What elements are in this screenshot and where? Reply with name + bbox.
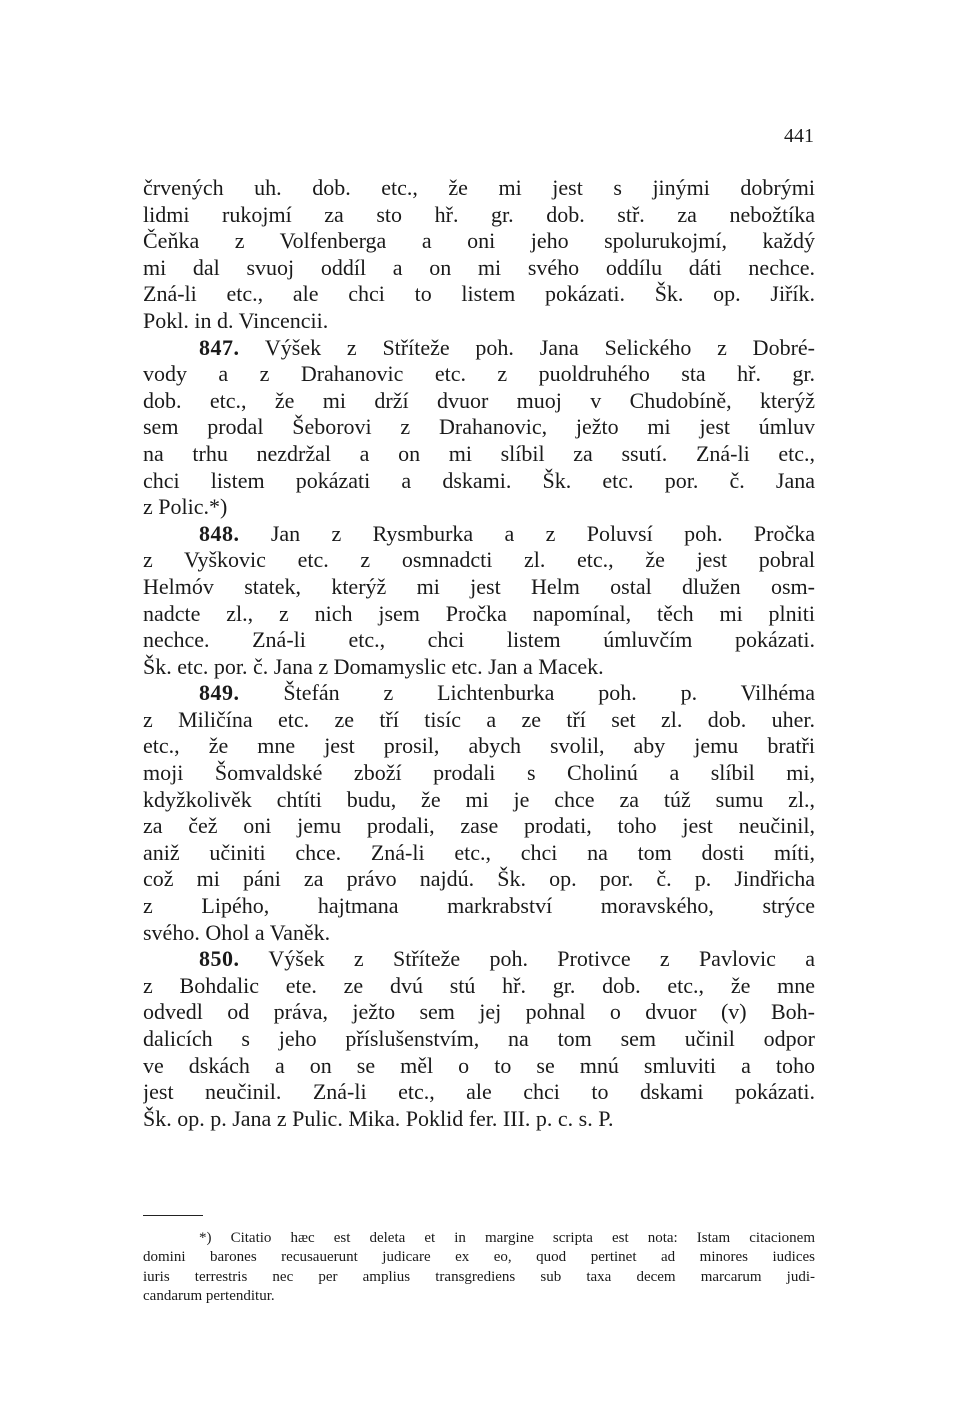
entry-number: 847.: [199, 334, 240, 360]
footnote-divider: [143, 1215, 203, 1216]
entry-first-line: [143, 521, 815, 548]
line-text: sem prodal Šeborovi z Drahanovic, ježto mi jest úmluv: [143, 414, 815, 440]
line-text: dob. etc., že mi drží dvuor muoj v Chudobíně, kterýž: [143, 387, 815, 413]
text-line: [143, 388, 815, 415]
text-line: [143, 920, 815, 947]
entry-first-line: [143, 680, 815, 707]
text-line: [143, 627, 815, 654]
footnote-line: *) Citatio hæc est deleta et in margine scripta est nota: Istam citacionem: [199, 1230, 815, 1246]
text-line: [143, 175, 815, 202]
line-text: Šk. etc. por. č. Jana z Domamyslic etc. Jan a Macek.: [143, 653, 604, 679]
line-text: mi dal svuoj oddíl a on mi svého oddílu dáti nechce.: [143, 254, 815, 280]
text-line: [143, 813, 815, 840]
page-number: 441: [784, 125, 814, 147]
text-line: [143, 441, 815, 468]
line-text: odvedl od práva, ježto sem jej pohnal o dvuor (v) Boh-: [143, 999, 815, 1025]
line-text: což mi páni za právo najdú. Šk. op. por. č. p. Jindřicha: [143, 866, 815, 892]
text-line: [143, 787, 815, 814]
line-text: za čež oni jemu prodali, zase prodati, toho jest neučinil,: [143, 813, 815, 839]
entry-first-line: [143, 946, 815, 973]
line-text: kdyžkolivěk chtíti budu, že mi je chce za túž sumu zl.,: [143, 786, 815, 812]
line-text: etc., že mne jest prosil, abych svolil, aby jemu bratři: [143, 733, 815, 759]
entry-number: 848.: [199, 520, 240, 546]
line-text: dalicích s jeho příslušenstvím, na tom sem učinil odpor: [143, 1026, 815, 1051]
entry-first-line: [143, 335, 815, 362]
line-text: Šk. op. p. Jana z Pulic. Mika. Poklid fer. III. p. c. s. P.: [143, 1105, 614, 1131]
text-line: [143, 654, 815, 681]
line-text: lidmi rukojmí za sto hř. gr. dob. stř. za nebožtíka: [143, 201, 815, 227]
line-text: z Polic.*): [143, 494, 228, 520]
text-line: [143, 281, 815, 308]
line-text: nadcte zl., z nich jsem Pročka napomínal, těch mi plniti: [143, 600, 815, 626]
text-line: [143, 468, 815, 495]
footnote: [143, 1229, 815, 1306]
line-text: z Lipého, hajtmana markrabství moravského, strýce: [143, 893, 815, 919]
line-text: Výšek z Stříteže poh. Protivce z Pavlovic a: [268, 946, 815, 972]
text-line: [143, 361, 815, 388]
text-line: [143, 1053, 815, 1080]
line-text: nechce. Zná-li etc., chci listem úmluvčím pokázati.: [143, 627, 815, 653]
line-text: Helmóv statek, kterýž mi jest Helm ostal dlužen osm-: [143, 573, 815, 599]
line-text: Výšek z Stříteže poh. Jana Selického z Dobré-: [264, 334, 815, 360]
text-line: [143, 547, 815, 574]
text-line: [143, 707, 815, 734]
line-text: na trhu nezdržal a on mi slíbil za ssutí. Zná-li etc.,: [143, 440, 815, 466]
line-text: vody a z Drahanovic etc. z puoldruhého sta hř. gr.: [143, 361, 815, 387]
line-text: Pokl. in d. Vincencii.: [143, 307, 329, 333]
line-text: Zná-li etc., ale chci to listem pokázati. Šk. op. Jiřík.: [143, 281, 815, 307]
text-line: [143, 1079, 815, 1106]
text-line: [143, 1026, 815, 1053]
text-line: [143, 494, 815, 521]
line-text: aniž učiniti chce. Zná-li etc., chci na tom dosti míti,: [143, 839, 815, 865]
text-line: [143, 999, 815, 1026]
line-text: ve dskách a on se měl o to se mnú smluviti a toho: [143, 1052, 815, 1078]
line-text: chci listem pokázati a dskami. Šk. etc. por. č. Jana: [143, 467, 815, 493]
entry-number: 849.: [199, 680, 240, 706]
text-line: [143, 760, 815, 787]
text-line: [143, 414, 815, 441]
text-line: [143, 308, 815, 335]
entry-number: 850.: [199, 946, 240, 972]
line-text: moji Šomvaldské zboží prodali s Cholinú a slíbil mi,: [143, 760, 815, 786]
line-text: z Miličína etc. ze tří tisíc a ze tří set zl. dob. uher.: [143, 706, 815, 732]
footnote-line: iuris terrestris nec per amplius transgrediens sub taxa decem marcarum judi-: [143, 1268, 815, 1285]
line-text: jest neučinil. Zná-li etc., ale chci to dskami pokázati.: [143, 1079, 815, 1105]
body-text: [143, 175, 815, 1132]
line-text: z Vyškovic etc. z osmnadcti zl. etc., že jest pobral: [143, 547, 815, 573]
text-line: [143, 866, 815, 893]
text-line: [143, 574, 815, 601]
text-line: [143, 893, 815, 920]
text-line: [143, 733, 815, 760]
text-line: [143, 973, 815, 1000]
footnote-line: domini barones recusauerunt judicare ex eo, quod pertinet ad minores iudices: [143, 1249, 815, 1266]
line-text: Štefán z Lichtenburka poh. p. Vilhéma: [283, 680, 815, 706]
text-line: [143, 228, 815, 255]
line-text: Čeňka z Volfenberga a oni jeho spolurukojmí, každý: [143, 228, 815, 254]
text-line: [143, 202, 815, 229]
line-text: črvených uh. dob. etc., že mi jest s jinými dobrými: [143, 175, 815, 200]
line-text: svého. Ohol a Vaněk.: [143, 919, 331, 945]
text-line: [143, 601, 815, 628]
text-line: [143, 255, 815, 282]
text-line: [143, 840, 815, 867]
line-text: z Bohdalic ete. ze dvú stú hř. gr. dob. etc., že mne: [143, 972, 815, 998]
text-line: [143, 1106, 815, 1133]
footnote-line: candarum pertenditur.: [143, 1287, 275, 1304]
line-text: Jan z Rysmburka a z Poluvsí poh. Pročka: [270, 520, 815, 546]
